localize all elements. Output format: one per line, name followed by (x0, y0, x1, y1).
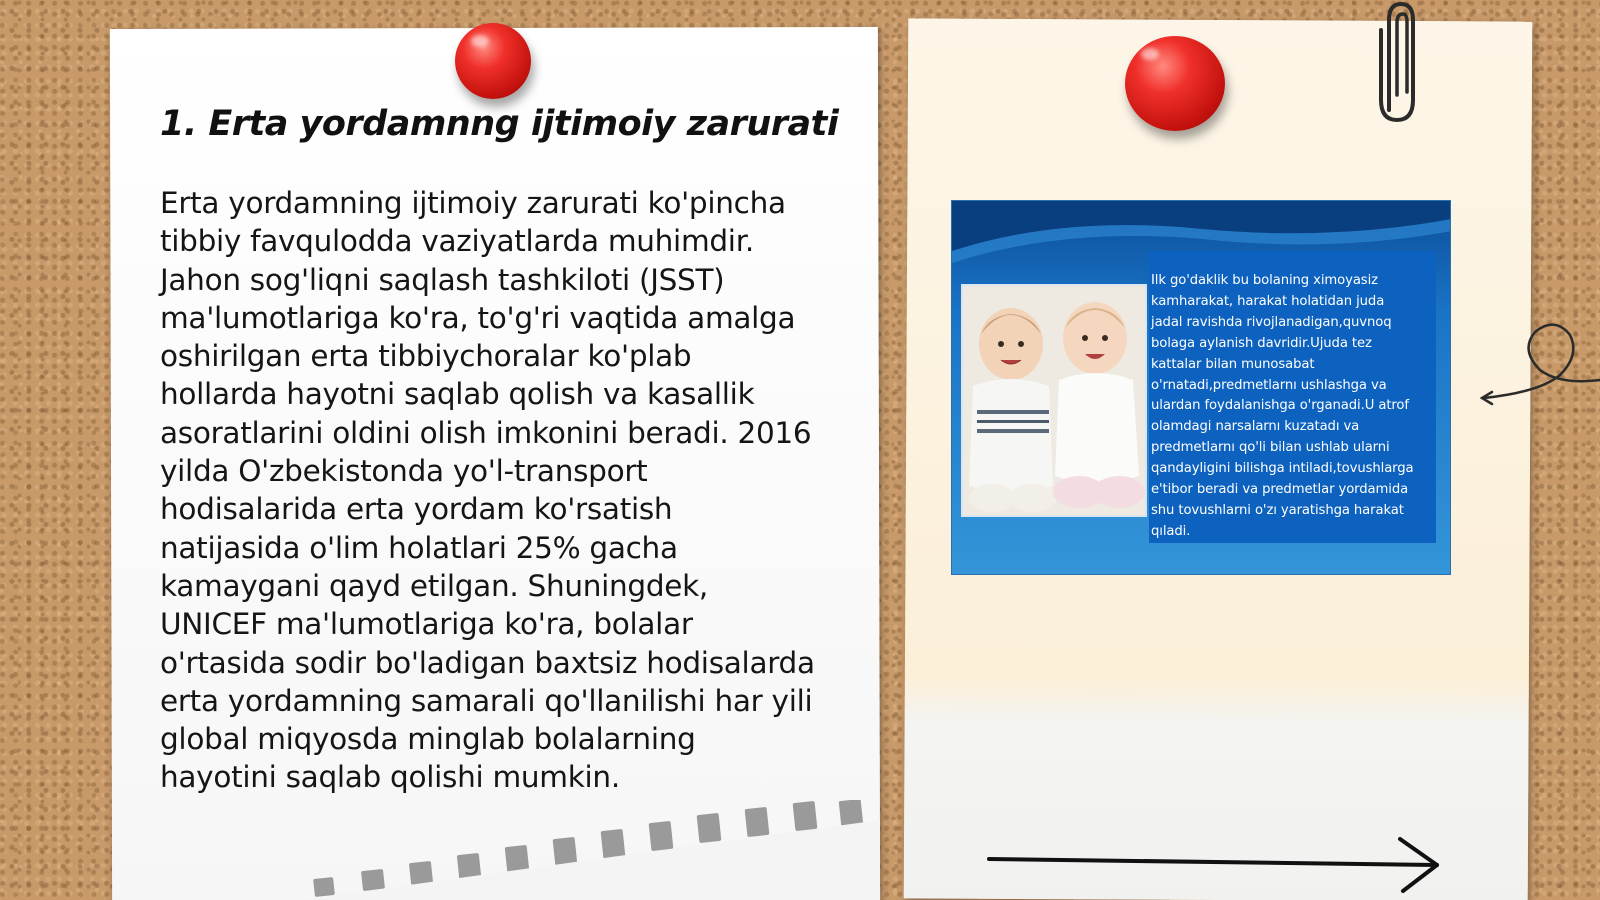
paragraph-line: erta yordamning samarali qo'llanilishi har yili (160, 683, 813, 718)
slide-text-line: bolaga aylanish davridir.Ujuda tez (1151, 335, 1372, 351)
slide-image (951, 200, 1451, 575)
arrow-right-icon (985, 833, 1445, 893)
slide-text-line: o'rnatadi,predmetlarnı ushlashga va (1151, 377, 1387, 393)
slide-text-line: kamharakat, harakat holatidan juda (1151, 293, 1385, 309)
paragraph-line: UNICEF ma'lumotlariga ko'ra, bolalar (160, 607, 693, 642)
section-title: 1. Erta yordamnng ijtimoiy zarurati (160, 104, 839, 144)
slide-text-line: jadal ravishda rivojlanadigan,quvnoq (1151, 314, 1392, 330)
body-paragraph (160, 184, 860, 797)
push-pin-icon (1125, 36, 1225, 131)
string-doodle (1480, 310, 1600, 410)
paragraph-line: yilda O'zbekistonda yo'l-transport (160, 454, 648, 489)
paragraph-line: ma'lumotlariga ko'ra, to'g'ri vaqtida amalga (160, 300, 796, 335)
paragraph-line: Jahon sog'liqni saqlash tashkiloti (JSST) (160, 262, 725, 297)
paragraph-line: asoratlarini oldini olish imkonini beradi. 2016 (160, 415, 812, 450)
slide-text-line: qıladi. (1151, 523, 1191, 539)
paragraph-line: natijasida o'lim holatlari 25% gacha (160, 530, 678, 565)
slide-text-box (1149, 251, 1436, 543)
paragraph-line: Erta yordamning ijtimoiy zarurati ko'pincha (160, 186, 786, 220)
push-pin-icon (455, 23, 531, 99)
paragraph-line: global miqyosda minglab bolalarning (160, 722, 696, 757)
paragraph-line: tibbiy favqulodda vaziyatlarda muhimdir. (160, 224, 754, 259)
slide-text-line: olamdagi narsalarnı kuzatadı va (1151, 419, 1360, 435)
paragraph-line: hodisalarida erta yordam ko'rsatish (160, 492, 673, 527)
paragraph-line: kamaygani qayd etilgan. Shuningdek, (160, 568, 708, 603)
paragraph-line: hayotini saqlab qolishi mumkin. (160, 760, 620, 795)
paperclip-icon (1375, 0, 1419, 125)
slide-text-line: kattalar bilan munosabat (1151, 356, 1315, 372)
slide-text-line: e'tibor beradi va predmetlar yordamida (1151, 482, 1409, 498)
slide-text-line: predmetlarnı qo'li bilan ushlab ularni (1151, 440, 1390, 456)
babies-illustration (963, 286, 1147, 517)
slide-text-line: ulardan foydalanishga o'rganadi.U atrof (1151, 398, 1409, 414)
paragraph-line: o'rtasida sodir bo'ladigan baxtsiz hodisalarda (160, 645, 815, 680)
slide-text-line: Ilk go'daklik bu bolaning ximoyasiz (1151, 273, 1378, 288)
torn-paper-strip (300, 800, 880, 900)
slide-text-line: shu tovushlarni o'zı yaratishga harakat (1151, 502, 1404, 518)
paragraph-line: oshirilgan erta tibbiychoralar ko'plab (160, 339, 692, 374)
slide-text-line: qandayligini bilishga intiladi,tovushlarga (1151, 461, 1414, 477)
paragraph-line: hollarda hayotni saqlab qolish va kasallik (160, 377, 755, 412)
babies-photo (961, 284, 1147, 517)
